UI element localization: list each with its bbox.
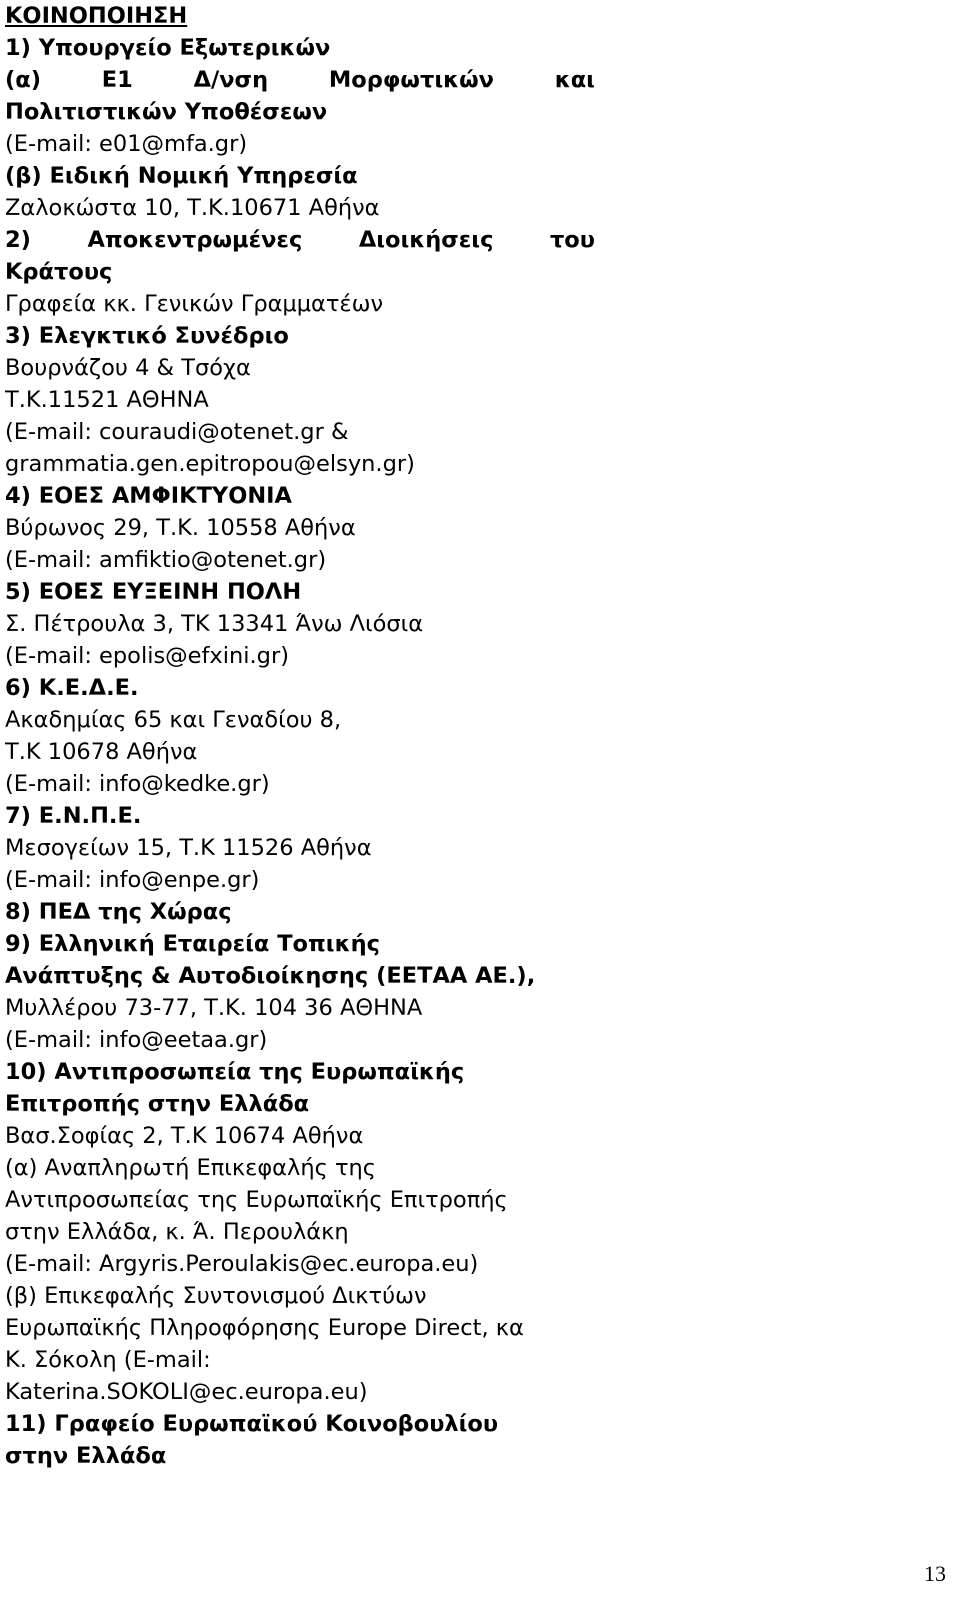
recipient-10a-line-1: (α) Αναπληρωτή Επικεφαλής της — [5, 1155, 376, 1181]
page-number: 13 — [924, 1561, 946, 1586]
recipient-7-email: (E-mail: info@enpe.gr) — [5, 867, 260, 893]
recipient-1a-email: (E-mail: e01@mfa.gr) — [5, 131, 248, 157]
recipient-10-title-cont: Επιτροπής στην Ελλάδα — [5, 1091, 310, 1117]
recipient-11-title: 11) Γραφείο Ευρωπαϊκού Κοινοβουλίου — [5, 1411, 499, 1437]
recipient-2-title: 2) Αποκεντρωμένες Διοικήσεις του — [5, 227, 595, 253]
recipient-4-address: Βύρωνος 29, Τ.Κ. 10558 Αθήνα — [5, 515, 356, 541]
recipient-3-email-cont: grammatia.gen.epitropou@elsyn.gr) — [5, 451, 415, 477]
recipient-7-title: 7) Ε.Ν.Π.Ε. — [5, 803, 142, 829]
recipient-9-email: (E-mail: info@eetaa.gr) — [5, 1027, 268, 1053]
recipient-3-address: Βουρνάζου 4 & Τσόχα — [5, 355, 251, 381]
recipient-10a-email: (E-mail: Argyris.Peroulakis@ec.europa.eu) — [5, 1251, 479, 1277]
recipient-10b-line-3: Κ. Σόκολη (E-mail: — [5, 1347, 211, 1373]
recipient-10a-line-3: στην Ελλάδα, κ. Ά. Περουλάκη — [5, 1219, 349, 1245]
recipient-10b-line-1: (β) Επικεφαλής Συντονισμού Δικτύων — [5, 1283, 427, 1309]
recipient-6-email: (E-mail: info@kedke.gr) — [5, 771, 270, 797]
recipient-10-title: 10) Αντιπροσωπεία της Ευρωπαϊκής — [5, 1059, 465, 1085]
recipient-1a-title: (α) Ε1 Δ/νση Μορφωτικών και — [5, 67, 595, 93]
recipient-1a-title-cont: Πολιτιστικών Υποθέσεων — [5, 99, 328, 125]
recipient-1b-address: Ζαλοκώστα 10, Τ.Κ.10671 Αθήνα — [5, 195, 380, 221]
recipient-10b-email: Katerina.SOKOLI@ec.europa.eu) — [5, 1379, 368, 1405]
recipient-6-address: Ακαδημίας 65 και Γεναδίου 8, — [5, 707, 342, 733]
recipient-6-postcode: Τ.Κ 10678 Αθήνα — [5, 739, 198, 765]
recipient-8-title: 8) ΠΕΔ της Χώρας — [5, 899, 232, 925]
recipient-7-address: Μεσογείων 15, Τ.Κ 11526 Αθήνα — [5, 835, 372, 861]
recipient-3-postcode: Τ.Κ.11521 ΑΘΗΝΑ — [5, 387, 209, 413]
recipient-3-email: (E-mail: couraudi@otenet.gr & — [5, 419, 349, 445]
recipient-6-title: 6) Κ.Ε.Δ.Ε. — [5, 675, 139, 701]
recipient-9-title-cont: Ανάπτυξης & Αυτοδιοίκησης (ΕΕΤΑΑ ΑΕ.), — [5, 963, 536, 989]
recipient-10-address: Βασ.Σοφίας 2, Τ.Κ 10674 Αθήνα — [5, 1123, 364, 1149]
distribution-list — [5, 0, 605, 1472]
recipient-2-detail: Γραφεία κκ. Γενικών Γραμματέων — [5, 291, 384, 317]
recipient-9-address: Μυλλέρου 73-77, Τ.Κ. 104 36 ΑΘΗΝΑ — [5, 995, 423, 1021]
recipient-10a-line-2: Αντιπροσωπείας της Ευρωπαϊκής Επιτροπής — [5, 1187, 508, 1213]
recipient-4-title: 4) ΕΟΕΣ ΑΜΦΙΚΤΥΟΝΙΑ — [5, 483, 292, 509]
recipient-1b-title: (β) Ειδική Νομική Υπηρεσία — [5, 163, 358, 189]
recipient-2-title-cont: Κράτους — [5, 259, 113, 285]
recipient-5-title: 5) ΕΟΕΣ ΕΥΞΕΙΝΗ ΠΟΛΗ — [5, 579, 302, 605]
recipient-9-title: 9) Ελληνική Εταιρεία Τοπικής — [5, 931, 380, 957]
heading: ΚΟΙΝΟΠΟΙΗΣΗ — [5, 3, 188, 29]
recipient-5-email: (E-mail: epolis@efxini.gr) — [5, 643, 289, 669]
recipient-5-address: Σ. Πέτρουλα 3, ΤΚ 13341 Άνω Λιόσια — [5, 611, 424, 637]
recipient-11-title-cont: στην Ελλάδα — [5, 1443, 167, 1469]
recipient-10b-line-2: Ευρωπαϊκής Πληροφόρησης Europe Direct, κα — [5, 1315, 524, 1341]
recipient-1-title: 1) Υπουργείο Εξωτερικών — [5, 35, 331, 61]
recipient-4-email: (E-mail: amfiktio@otenet.gr) — [5, 547, 327, 573]
recipient-3-title: 3) Ελεγκτικό Συνέδριο — [5, 323, 289, 349]
